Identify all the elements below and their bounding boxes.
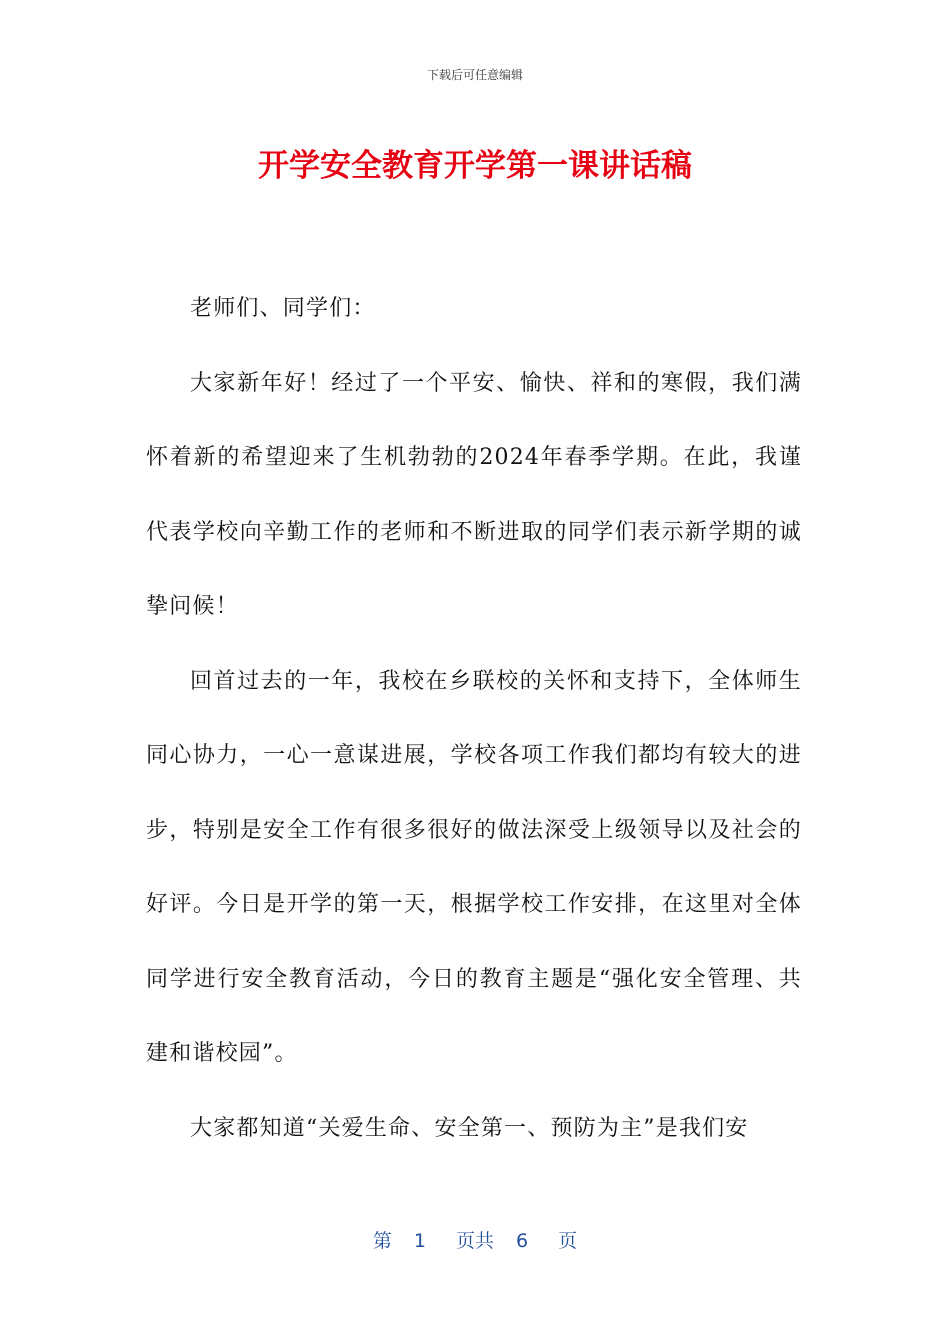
paragraph-review: 回首过去的一年，我校在乡联校的关怀和支持下，全体师生同心协力，一心一意谋进展，学校各项工作我们都均有较大的进步，特别是安全工作有很多很好的做法深受上级领导以及社会的好评。今日是开学的第一天，根据学校工作安排，在这里对全体同学进行安全教育活动，今日的教育主题是“强化安全管理、共建和谐校园”。 <box>146 668 802 1066</box>
page-footer <box>0 1226 950 1253</box>
page-mid-label: 页共 <box>455 1230 494 1252</box>
header-note: 下载后可任意编辑 <box>426 68 523 82</box>
document-body <box>146 272 802 1166</box>
paragraph-new-year: 大家新年好！经过了一个平安、愉快、祥和的寒假，我们满怀着新的希望迎来了生机勃勃的2024年春季学期。在此，我谨代表学校向辛勤工作的老师和不断进取的同学们表示新学期的诚挚问候！ <box>146 370 802 619</box>
current-page-number: 1 <box>413 1230 426 1252</box>
paragraph-greeting: 老师们、同学们： <box>190 296 376 321</box>
paragraph-safety: 大家都知道“关爱生命、安全第一、预防为主”是我们安 <box>190 1115 749 1141</box>
page-prefix: 第 <box>372 1230 392 1252</box>
document-title: 开学安全教育开学第一课讲话稿 <box>258 148 692 184</box>
page-suffix: 页 <box>558 1230 578 1252</box>
total-pages-number: 6 <box>516 1230 529 1252</box>
